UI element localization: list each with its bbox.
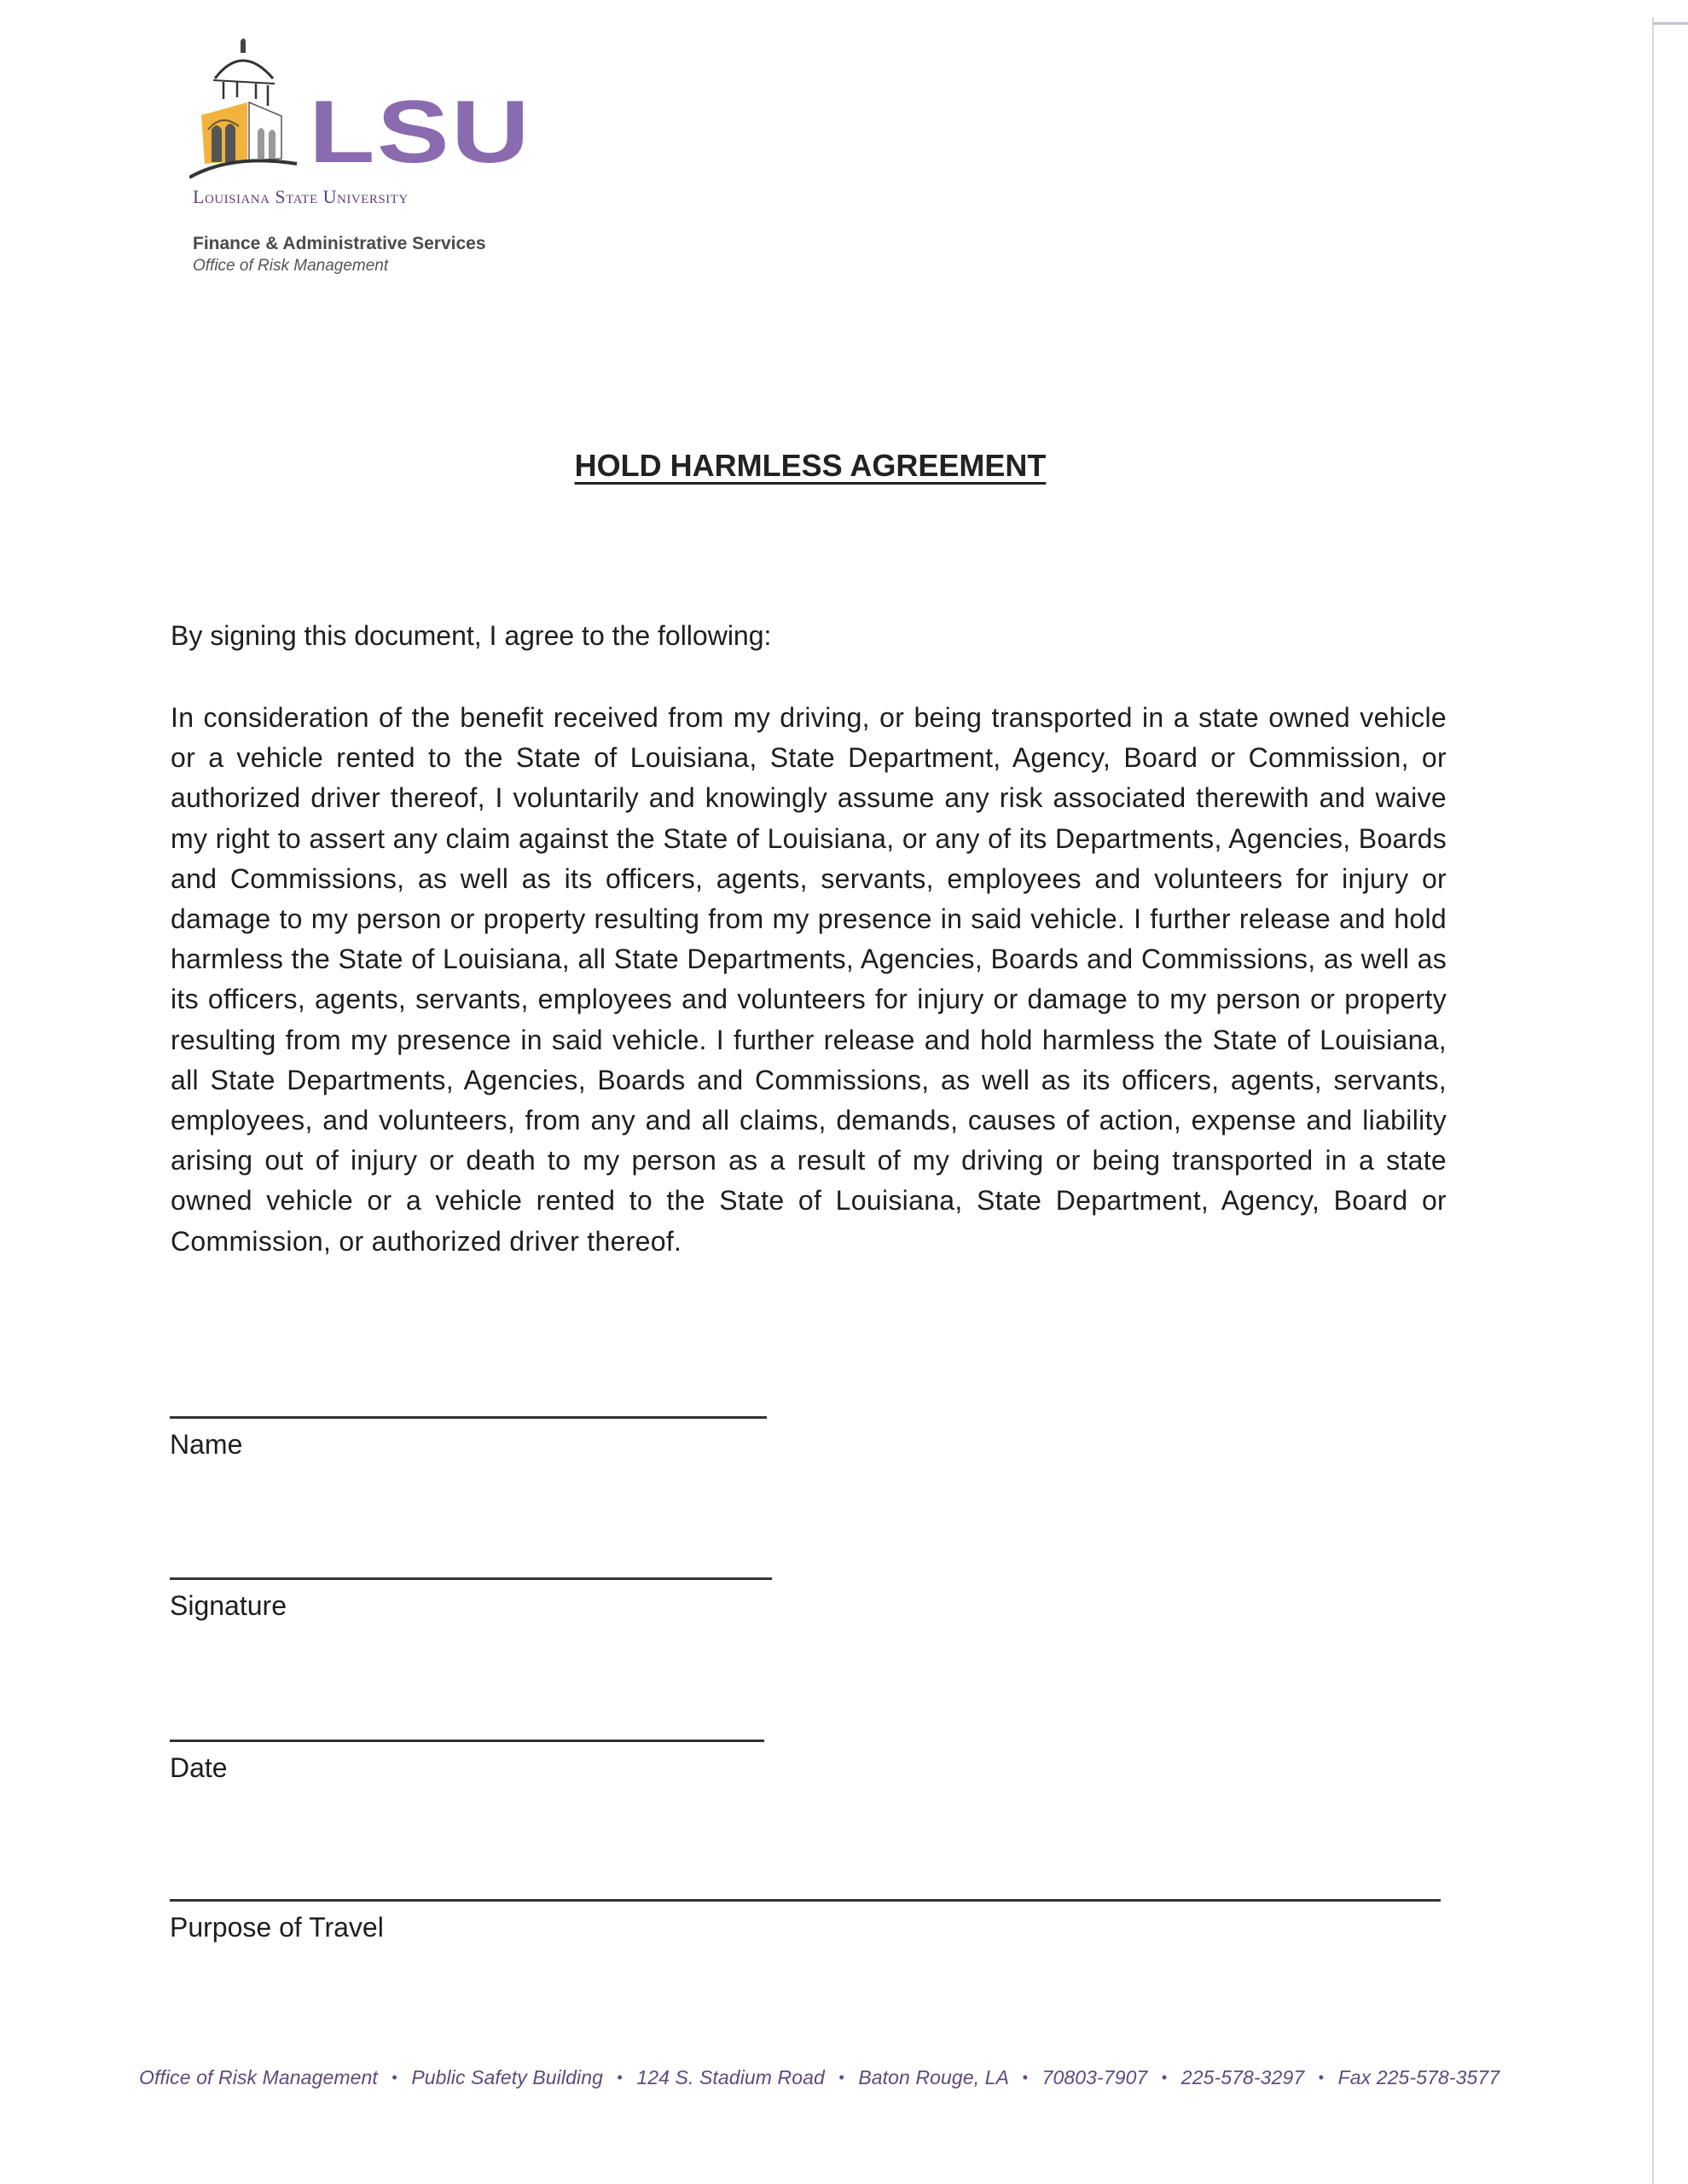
footer-address xyxy=(139,2066,1499,2089)
footer-street: 124 S. Stadium Road xyxy=(636,2066,825,2088)
department-block xyxy=(193,232,486,276)
office-name: Office of Risk Management xyxy=(193,257,389,275)
bullet-separator-icon: • xyxy=(1318,2069,1325,2086)
signature-line[interactable] xyxy=(170,1577,772,1580)
department-name: Finance & Administrative Services xyxy=(193,234,486,253)
name-label: Name xyxy=(170,1429,243,1460)
signature-field[interactable] xyxy=(170,1577,772,1622)
date-line[interactable] xyxy=(170,1740,764,1742)
bullet-separator-icon: • xyxy=(1022,2069,1029,2086)
footer-building: Public Safety Building xyxy=(411,2066,603,2088)
footer-office: Office of Risk Management xyxy=(139,2066,378,2088)
bullet-separator-icon: • xyxy=(617,2069,623,2086)
logo-wordmark: LSU xyxy=(309,83,532,182)
signature-label: Signature xyxy=(170,1590,287,1621)
footer-phone: 225-578-3297 xyxy=(1180,2066,1305,2088)
name-field[interactable] xyxy=(170,1416,767,1461)
purpose-of-travel-field[interactable] xyxy=(170,1899,1441,1943)
purpose-line[interactable] xyxy=(170,1899,1441,1902)
agreement-paragraph: In consideration of the benefit received from my driving, or being transported in a state owned vehicle or a vehicle rented to the State of Louisiana, State Department, Agency, Board or Commission, or authorized driver thereof, I voluntarily and knowingly assume any risk associated therewith and waive my right to assert any claim against the State of Louisiana, or any of its Departments, Agencies, Boards and Commissions, as well as its officers, agents, servants, employees and volunteers for injury or damage to my person or property resulting from my presence in said vehicle. I further release and hold harmless the State of Louisiana, all State Departments, Agencies, Boards and Commissions, as well as its officers, agents, servants, employees and volunteers for injury or damage to my person or property resulting from my presence in said vehicle. I further release and hold harmless the State of Louisiana, all State Departments, Agencies, Boards and Commissions, as well as its officers, agents, servants, employees, and volunteers, from any and all claims, demands, causes of action, expense and liability arising out of injury or death to my person as a result of my driving or being transported in a state owned vehicle or a vehicle rented to the State of Louisiana, State Department, Agency, Board or Commission, or authorized driver thereof. xyxy=(171,702,1447,1257)
bullet-separator-icon: • xyxy=(392,2069,397,2086)
purpose-label: Purpose of Travel xyxy=(170,1912,384,1943)
university-name: Louisiana State University xyxy=(193,186,409,207)
memorial-tower-icon xyxy=(189,34,300,179)
page-title xyxy=(0,448,1621,484)
page-edge xyxy=(1652,17,1654,2184)
intro-text: By signing this document, I agree to the following: xyxy=(171,620,772,651)
footer-fax: Fax 225-578-3577 xyxy=(1337,2066,1500,2088)
page-title-text: HOLD HARMLESS AGREEMENT xyxy=(574,448,1047,483)
page-edge-tick xyxy=(1653,22,1688,25)
date-field[interactable] xyxy=(170,1740,764,1784)
bullet-separator-icon: • xyxy=(838,2069,844,2086)
bullet-separator-icon: • xyxy=(1161,2069,1168,2086)
name-line[interactable] xyxy=(170,1416,767,1419)
date-label: Date xyxy=(170,1752,228,1783)
footer-city: Baton Rouge, LA xyxy=(858,2066,1009,2088)
lsu-logo xyxy=(189,34,531,213)
footer-zip: 70803-7907 xyxy=(1041,2066,1148,2088)
